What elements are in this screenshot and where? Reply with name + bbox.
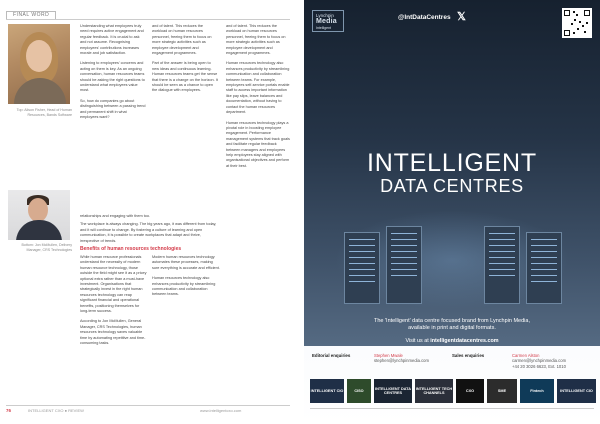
- section-tag: FINAL WORD: [6, 11, 56, 20]
- paragraph: Listening to employees' concerns and acting on them is key. As an ongoing conversation, human resources teams should be asking the right questions to understand what employees value most.: [80, 61, 145, 93]
- article-low-column-2: [152, 255, 220, 303]
- lynchpin-media-logo: Lynchpin Media Intelligent: [312, 10, 344, 32]
- paragraph: relationships and engaging with them too.: [80, 214, 151, 218]
- brand-logo: INTELLIGENT TECH CHANNELS: [415, 379, 453, 403]
- brand-logo-strip: [310, 379, 596, 405]
- qr-code-icon[interactable]: [562, 8, 592, 38]
- caption-bottom: Bottom: Jon McMullen, Delivery Manager, CRS Technologies: [21, 243, 72, 252]
- ad-headline-line2: DATA CENTRES: [380, 176, 524, 196]
- left-page: [0, 0, 296, 424]
- header-divider: [6, 19, 290, 20]
- paragraph: Human resources technology also enhances productivity by streamlining communication and collaboration between teams. For example, employees self-service portals enable staff to access important information like pay slips, leave balances and documentation, without having to contact the human resources department.: [226, 61, 290, 115]
- sales-enquiries: Sales enquiries: [452, 353, 485, 358]
- sales-contact: Carmen Alston carmen@lynchpinmedia.com +44 20 3026 6623, Ext. 1010: [512, 353, 567, 369]
- twitter-handle[interactable]: @IntDataCentres: [398, 14, 451, 21]
- brand-logo: Fintech: [520, 379, 554, 403]
- website-link[interactable]: www.intelligentcxo.com: [200, 408, 242, 413]
- advertisement: [304, 0, 600, 346]
- article-low-column-1: [80, 255, 148, 352]
- server-rack-graphic: [484, 226, 520, 304]
- footer-divider: [6, 405, 290, 406]
- portrait-alison-fisher: [8, 24, 70, 104]
- paragraph: So, how do companies go about distinguishing between a passing trend and permanent shift in what employees want?: [80, 98, 146, 120]
- brand-logo: SME: [487, 379, 517, 403]
- paragraph: and of talent. This reduces the workload on human resources personnel, freeing them to focus on more strategic activities such as employee development and engagement programmes.: [226, 24, 286, 56]
- editorial-email-link[interactable]: stephen@lynchpinmedia.com: [374, 358, 429, 364]
- paragraph: The workplace is always changing. The big years ago, it was different from today, and it will continue to change. By fostering a culture of learning and open communication, it is possible to create workplaces that adapt and thrive, irrespective of trends.: [80, 222, 217, 243]
- editorial-enquiries: Editorial enquiries: [312, 353, 351, 358]
- server-rack-graphic: [344, 232, 380, 304]
- publication-name: INTELLIGENT CXO ● REVIEW: [28, 408, 84, 413]
- sales-email-link[interactable]: carmen@lynchpinmedia.com: [512, 358, 567, 364]
- server-rack-graphic: [526, 232, 562, 304]
- footer-divider: [310, 408, 594, 409]
- article-lowintro: [80, 214, 220, 244]
- paragraph: Modern human resources technology automates these processes, making sure everything is accurate and efficient.: [152, 255, 220, 270]
- server-rack-graphic: [386, 226, 422, 304]
- ad-url-link[interactable]: intelligentdatacentres.com: [430, 338, 499, 344]
- ad-visit-line: Visit us at intelligentdatacentres.com: [405, 338, 499, 344]
- brand-logo: CXO: [456, 379, 484, 403]
- ad-tagline: The 'Intelligent' data centre focused brand from Lynchpin Media, available in print and digital formats.: [374, 318, 530, 331]
- brand-logo: INTELLIGENT CIO: [557, 379, 596, 403]
- paragraph: While human resource professionals understand the necessity of modern human resource technology, those outside the field might see it as a pricey optional extra rather than a must-have investment. Organisations that strategically invest in the right human resources technology can reap significant financial and operational benefits, positioning themselves for long-term success.: [80, 255, 147, 314]
- paragraph: Part of the answer is being open to new ideas and continuous learning. Human resources teams get the sense that there is a change on the horizon. It should be seen as a chance to open the dialogue with employees.: [152, 61, 218, 93]
- sales-phone: +44 20 3026 6623, Ext. 1010: [512, 363, 566, 369]
- paragraph: Understanding what employees truly need requires active engagement and regular feedback. It is crucial to ask and not assume. Recognising employees' contributions increases morale and job satisfaction.: [80, 24, 144, 56]
- brand-logo: CISO: [347, 379, 371, 403]
- page-number: 76: [6, 408, 11, 413]
- article-column-3: [226, 24, 292, 174]
- paragraph: and of talent. This reduces the workload on human resources personnel, freeing them to focus on more strategic activities such as employee development and engagement programmes.: [152, 24, 212, 56]
- right-page: [304, 0, 600, 424]
- brand-logo: INTELLIGENT CIO: [310, 379, 344, 403]
- editorial-contact: Stephen Mwale stephen@lynchpinmedia.com: [374, 353, 429, 364]
- paragraph: Human resources technology also enhances productivity by streamlining communication and collaboration between teams.: [152, 276, 216, 297]
- x-logo-icon[interactable]: 𝕏: [457, 11, 466, 23]
- caption-top: Top: Alison Fisher, Head of Human Resources, Bands Software: [16, 108, 72, 117]
- subheading: Benefits of human resources technologies: [80, 246, 182, 252]
- paragraph: According to Jon McMullen, General Manager, CRS Technologies, human resources technology saves valuable time by automating repetitive and time-consuming tasks.: [80, 319, 146, 346]
- brand-logo: INTELLIGENT DATA CENTRES: [374, 379, 412, 403]
- article-column-2: [152, 24, 218, 99]
- article-column-1: [80, 24, 146, 126]
- paragraph: Human resources technology plays a pivotal role in boosting employee engagement. Performance management systems that track goals and facilitate regular feedback between managers and employees help employees stay aligned with organisational objectives and perform at their best.: [226, 120, 290, 168]
- ad-headline-line1: INTELLIGENT: [367, 149, 537, 177]
- portrait-jon-mcmullen: [8, 190, 70, 240]
